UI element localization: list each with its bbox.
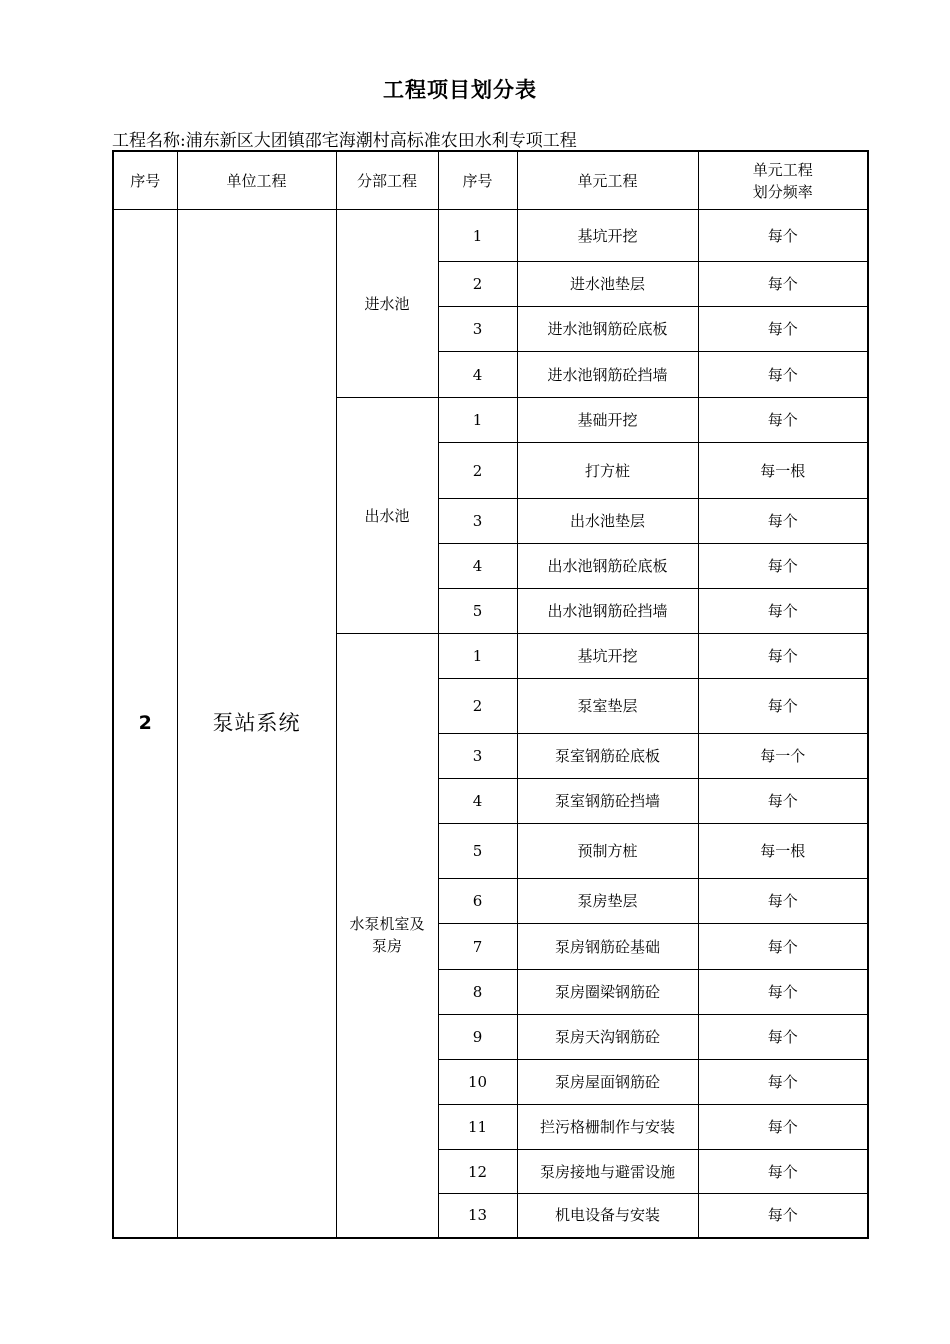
element-seq: 5	[438, 589, 517, 634]
division-name	[336, 210, 438, 398]
element-seq: 2	[438, 262, 517, 307]
element-frequency: 每一个	[698, 734, 868, 779]
element-name: 基坑开挖	[517, 634, 698, 679]
header-sub-seq: 序号	[438, 151, 517, 210]
element-frequency: 每一根	[698, 824, 868, 879]
element-name: 泵房屋面钢筋砼	[517, 1060, 698, 1105]
element-name: 泵房接地与避雷设施	[517, 1150, 698, 1194]
element-name: 拦污格栅制作与安装	[517, 1105, 698, 1150]
element-name: 进水池垫层	[517, 262, 698, 307]
division-name-line1: 水泵机室及	[349, 915, 425, 934]
element-name: 泵房钢筋砼基础	[517, 924, 698, 970]
unit-project-name: 泵站系统	[177, 210, 336, 1238]
element-seq: 9	[438, 1015, 517, 1060]
project-name: 工程名称:浦东新区大团镇邵宅海潮村高标准农田水利专项工程	[112, 131, 577, 151]
element-seq: 4	[438, 544, 517, 589]
header-frequency	[698, 151, 868, 210]
element-seq: 2	[438, 443, 517, 499]
element-name: 泵房垫层	[517, 879, 698, 924]
element-frequency: 每个	[698, 924, 868, 970]
element-frequency: 每个	[698, 589, 868, 634]
division-name	[336, 634, 438, 1238]
table-row	[113, 210, 868, 262]
element-frequency: 每个	[698, 879, 868, 924]
division-name	[336, 398, 438, 634]
element-frequency: 每个	[698, 1015, 868, 1060]
element-seq: 12	[438, 1150, 517, 1194]
element-seq: 10	[438, 1060, 517, 1105]
element-frequency: 每个	[698, 634, 868, 679]
element-name: 泵房圈梁钢筋砼	[517, 970, 698, 1015]
element-seq: 13	[438, 1194, 517, 1238]
page-title: 工程项目划分表	[383, 78, 537, 102]
header-division-project: 分部工程	[336, 151, 438, 210]
element-seq: 7	[438, 924, 517, 970]
division-name-line1: 进水池	[364, 294, 410, 313]
element-frequency: 每个	[698, 398, 868, 443]
element-frequency: 每个	[698, 1194, 868, 1238]
element-name: 泵室钢筋砼底板	[517, 734, 698, 779]
division-name-line2: 泵房	[371, 937, 402, 956]
unit-project-seq: 2	[113, 210, 177, 1238]
header-frequency-line2: 划分频率	[752, 182, 813, 201]
element-seq: 4	[438, 352, 517, 398]
element-seq: 1	[438, 210, 517, 262]
element-seq: 8	[438, 970, 517, 1015]
element-frequency: 每个	[698, 1105, 868, 1150]
header-frequency-line1: 单元工程	[752, 160, 813, 179]
header-seq: 序号	[113, 151, 177, 210]
element-frequency: 每个	[698, 544, 868, 589]
header-unit-project: 单位工程	[177, 151, 336, 210]
element-frequency: 每个	[698, 307, 868, 352]
division-name-line1: 出水池	[364, 506, 410, 525]
element-name: 打方桩	[517, 443, 698, 499]
element-name: 出水池垫层	[517, 499, 698, 544]
element-seq: 4	[438, 779, 517, 824]
element-frequency: 每个	[698, 779, 868, 824]
header-row	[113, 151, 868, 210]
element-name: 泵室钢筋砼挡墙	[517, 779, 698, 824]
element-seq: 6	[438, 879, 517, 924]
element-frequency: 每个	[698, 262, 868, 307]
element-name: 泵室垫层	[517, 679, 698, 734]
header-element-project: 单元工程	[517, 151, 698, 210]
element-frequency: 每个	[698, 1060, 868, 1105]
element-frequency: 每个	[698, 1150, 868, 1194]
element-seq: 3	[438, 307, 517, 352]
element-name: 泵房天沟钢筋砼	[517, 1015, 698, 1060]
element-name: 基坑开挖	[517, 210, 698, 262]
element-seq: 1	[438, 398, 517, 443]
element-seq: 3	[438, 734, 517, 779]
element-name: 预制方桩	[517, 824, 698, 879]
element-seq: 2	[438, 679, 517, 734]
element-frequency: 每个	[698, 679, 868, 734]
element-seq: 5	[438, 824, 517, 879]
element-name: 基础开挖	[517, 398, 698, 443]
element-frequency: 每个	[698, 970, 868, 1015]
element-name: 机电设备与安装	[517, 1194, 698, 1238]
element-frequency: 每一根	[698, 443, 868, 499]
element-seq: 3	[438, 499, 517, 544]
element-name: 出水池钢筋砼底板	[517, 544, 698, 589]
element-seq: 11	[438, 1105, 517, 1150]
element-frequency: 每个	[698, 352, 868, 398]
element-seq: 1	[438, 634, 517, 679]
element-frequency: 每个	[698, 499, 868, 544]
element-name: 出水池钢筋砼挡墙	[517, 589, 698, 634]
element-frequency: 每个	[698, 210, 868, 262]
element-name: 进水池钢筋砼挡墙	[517, 352, 698, 398]
division-table	[112, 150, 869, 1239]
element-name: 进水池钢筋砼底板	[517, 307, 698, 352]
